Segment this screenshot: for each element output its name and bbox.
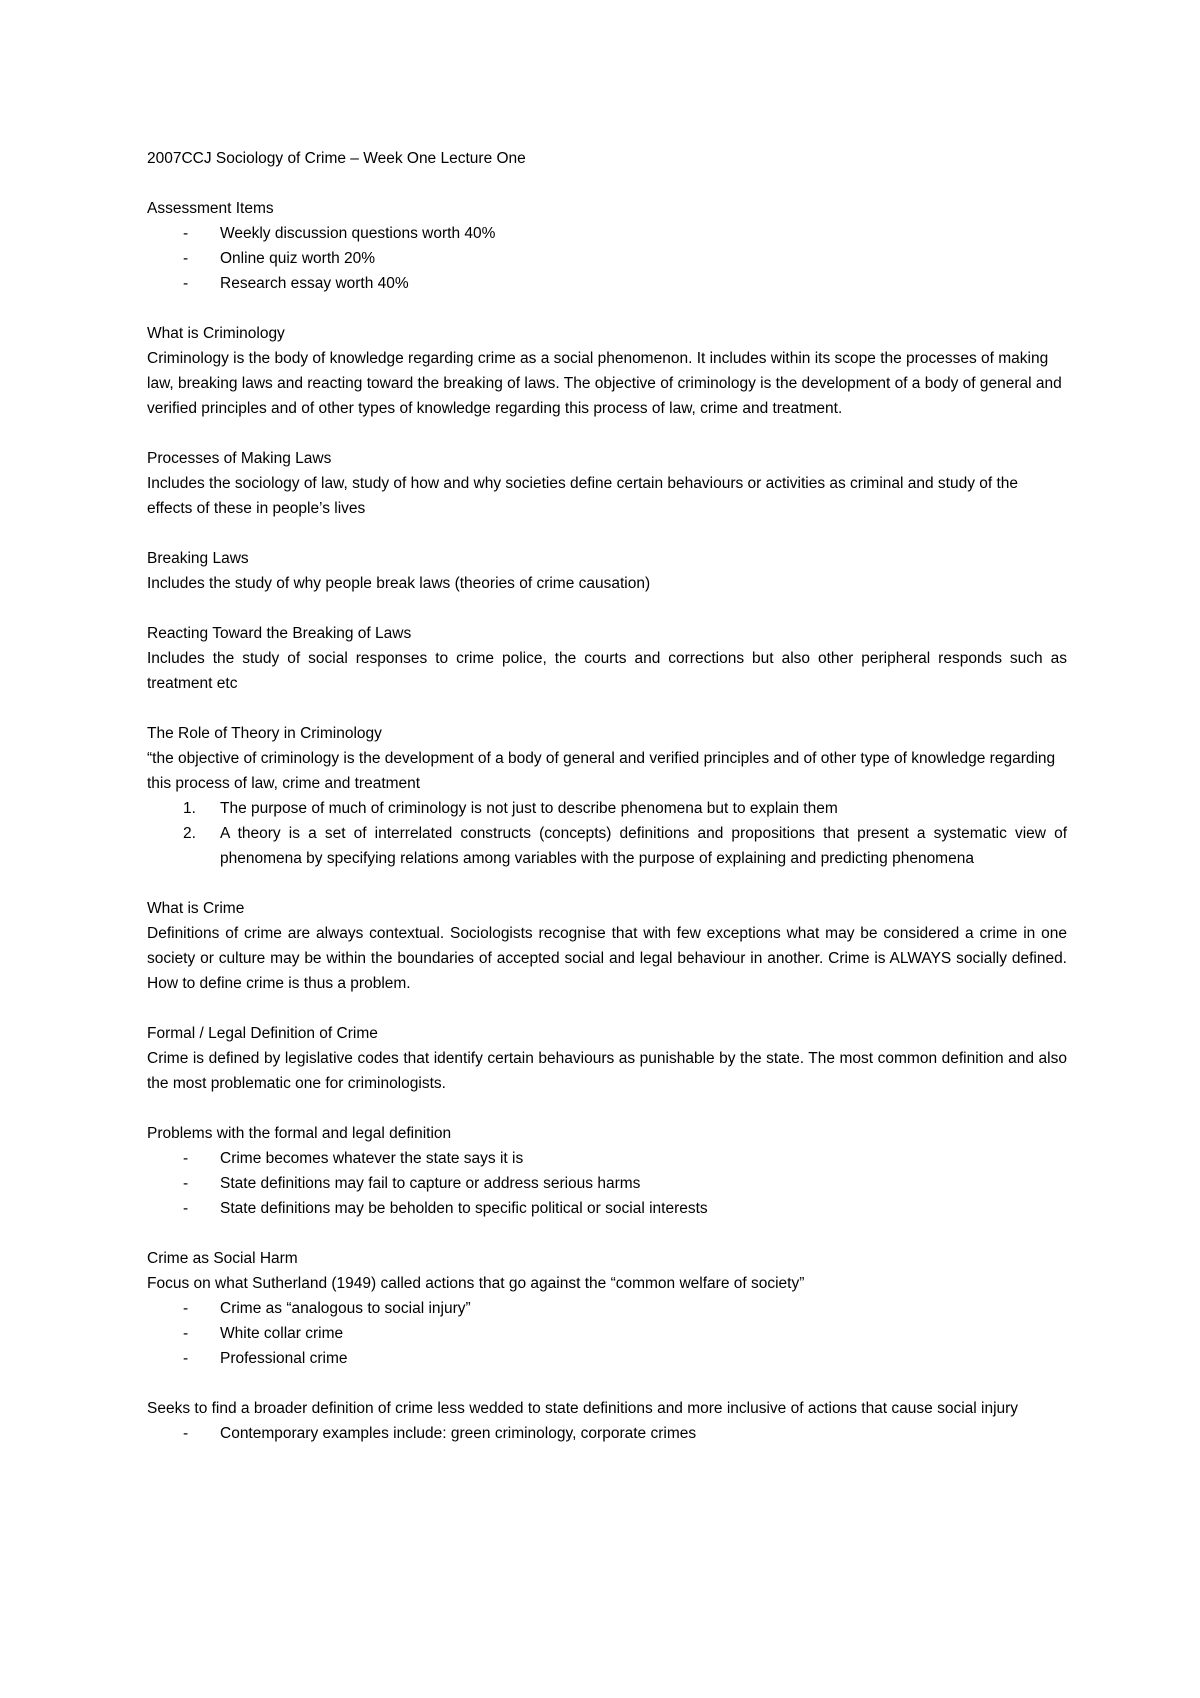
section-body: Focus on what Sutherland (1949) called actions that go against the “common welfare of society” bbox=[147, 1275, 805, 1292]
list-item: - Weekly discussion questions worth 40% bbox=[147, 221, 1067, 246]
section-heading: Problems with the formal and legal definition bbox=[147, 1125, 452, 1142]
section-body: Seeks to find a broader definition of crime less wedded to state definitions and more inclusive of actions that cause social injury bbox=[147, 1400, 1019, 1417]
section-formal-legal bbox=[147, 1021, 1067, 1096]
theory-list bbox=[147, 796, 1067, 871]
dash-marker: - bbox=[183, 250, 189, 267]
list-item: - Crime becomes whatever the state says it is bbox=[147, 1146, 1067, 1171]
document-content bbox=[147, 146, 1067, 1446]
dash-marker: - bbox=[183, 1150, 189, 1167]
dash-marker: - bbox=[183, 1425, 189, 1442]
broader-list bbox=[147, 1421, 1067, 1446]
section-heading: The Role of Theory in Criminology bbox=[147, 725, 382, 742]
number-marker: 1. bbox=[183, 800, 196, 817]
list-item: - State definitions may be beholden to specific political or social interests bbox=[147, 1196, 1067, 1221]
list-item: - Professional crime bbox=[147, 1346, 1067, 1371]
assessment-list bbox=[147, 221, 1067, 296]
section-heading: Breaking Laws bbox=[147, 550, 249, 567]
list-item: - State definitions may fail to capture or address serious harms bbox=[147, 1171, 1067, 1196]
section-heading: Formal / Legal Definition of Crime bbox=[147, 1025, 378, 1042]
dash-marker: - bbox=[183, 1325, 189, 1342]
section-reacting bbox=[147, 621, 1067, 696]
list-item: - Crime as “analogous to social injury” bbox=[147, 1296, 1067, 1321]
section-broader bbox=[147, 1396, 1067, 1446]
dash-marker: - bbox=[183, 1300, 189, 1317]
section-body: Includes the study of social responses to crime police, the courts and corrections but also other peripheral responds such as treatment etc bbox=[147, 650, 1067, 692]
section-heading: Processes of Making Laws bbox=[147, 450, 332, 467]
section-breaking-laws bbox=[147, 546, 1067, 596]
document-title: 2007CCJ Sociology of Crime – Week One Lecture One bbox=[147, 150, 526, 167]
section-role-of-theory bbox=[147, 721, 1067, 871]
list-item: - Contemporary examples include: green criminology, corporate crimes bbox=[147, 1421, 1067, 1446]
section-heading: Crime as Social Harm bbox=[147, 1250, 298, 1267]
list-item: 2. A theory is a set of interrelated constructs (concepts) definitions and propositions that present a systematic view of phenomena by specifying relations among variables with the purpose of explaining and predicting phenomena bbox=[147, 821, 1067, 871]
section-problems bbox=[147, 1121, 1067, 1221]
section-body: “the objective of criminology is the development of a body of general and verified principles and of other type of knowledge regarding this process of law, crime and treatment bbox=[147, 750, 1056, 792]
number-marker: 2. bbox=[183, 825, 196, 842]
section-what-is-criminology bbox=[147, 321, 1067, 421]
section-body: Includes the study of why people break laws (theories of crime causation) bbox=[147, 575, 651, 592]
problems-list bbox=[147, 1146, 1067, 1221]
section-body: Criminology is the body of knowledge regarding crime as a social phenomenon. It includes within its scope the processes of making law, breaking laws and reacting toward the breaking of laws. The objective of criminology is the development of a body of general and verified principles and of other types of knowledge regarding this process of law, crime and treatment. bbox=[147, 350, 1062, 417]
section-what-is-crime bbox=[147, 896, 1067, 996]
section-heading: Reacting Toward the Breaking of Laws bbox=[147, 625, 412, 642]
section-body: Crime is defined by legislative codes that identify certain behaviours as punishable by the state. The most common definition and also the most problematic one for criminologists. bbox=[147, 1050, 1067, 1092]
section-body: Definitions of crime are always contextual. Sociologists recognise that with few exceptions what may be considered a crime in one society or culture may be within the boundaries of accepted social and legal behaviour in another. Crime is ALWAYS socially defined. How to define crime is thus a problem. bbox=[147, 925, 1067, 992]
section-social-harm bbox=[147, 1246, 1067, 1371]
list-item: - White collar crime bbox=[147, 1321, 1067, 1346]
list-item: - Online quiz worth 20% bbox=[147, 246, 1067, 271]
dash-marker: - bbox=[183, 275, 189, 292]
section-heading: What is Criminology bbox=[147, 325, 285, 342]
list-item: - Research essay worth 40% bbox=[147, 271, 1067, 296]
section-heading: What is Crime bbox=[147, 900, 245, 917]
section-body: Includes the sociology of law, study of how and why societies define certain behaviours or activities as criminal and study of the effects of these in people’s lives bbox=[147, 475, 1019, 517]
section-heading: Assessment Items bbox=[147, 200, 274, 217]
dash-marker: - bbox=[183, 1175, 189, 1192]
section-making-laws bbox=[147, 446, 1067, 521]
dash-marker: - bbox=[183, 1200, 189, 1217]
dash-marker: - bbox=[183, 225, 189, 242]
dash-marker: - bbox=[183, 1350, 189, 1367]
section-assessment bbox=[147, 196, 1067, 296]
list-item: 1. The purpose of much of criminology is not just to describe phenomena but to explain them bbox=[147, 796, 1067, 821]
social-harm-list bbox=[147, 1296, 1067, 1371]
